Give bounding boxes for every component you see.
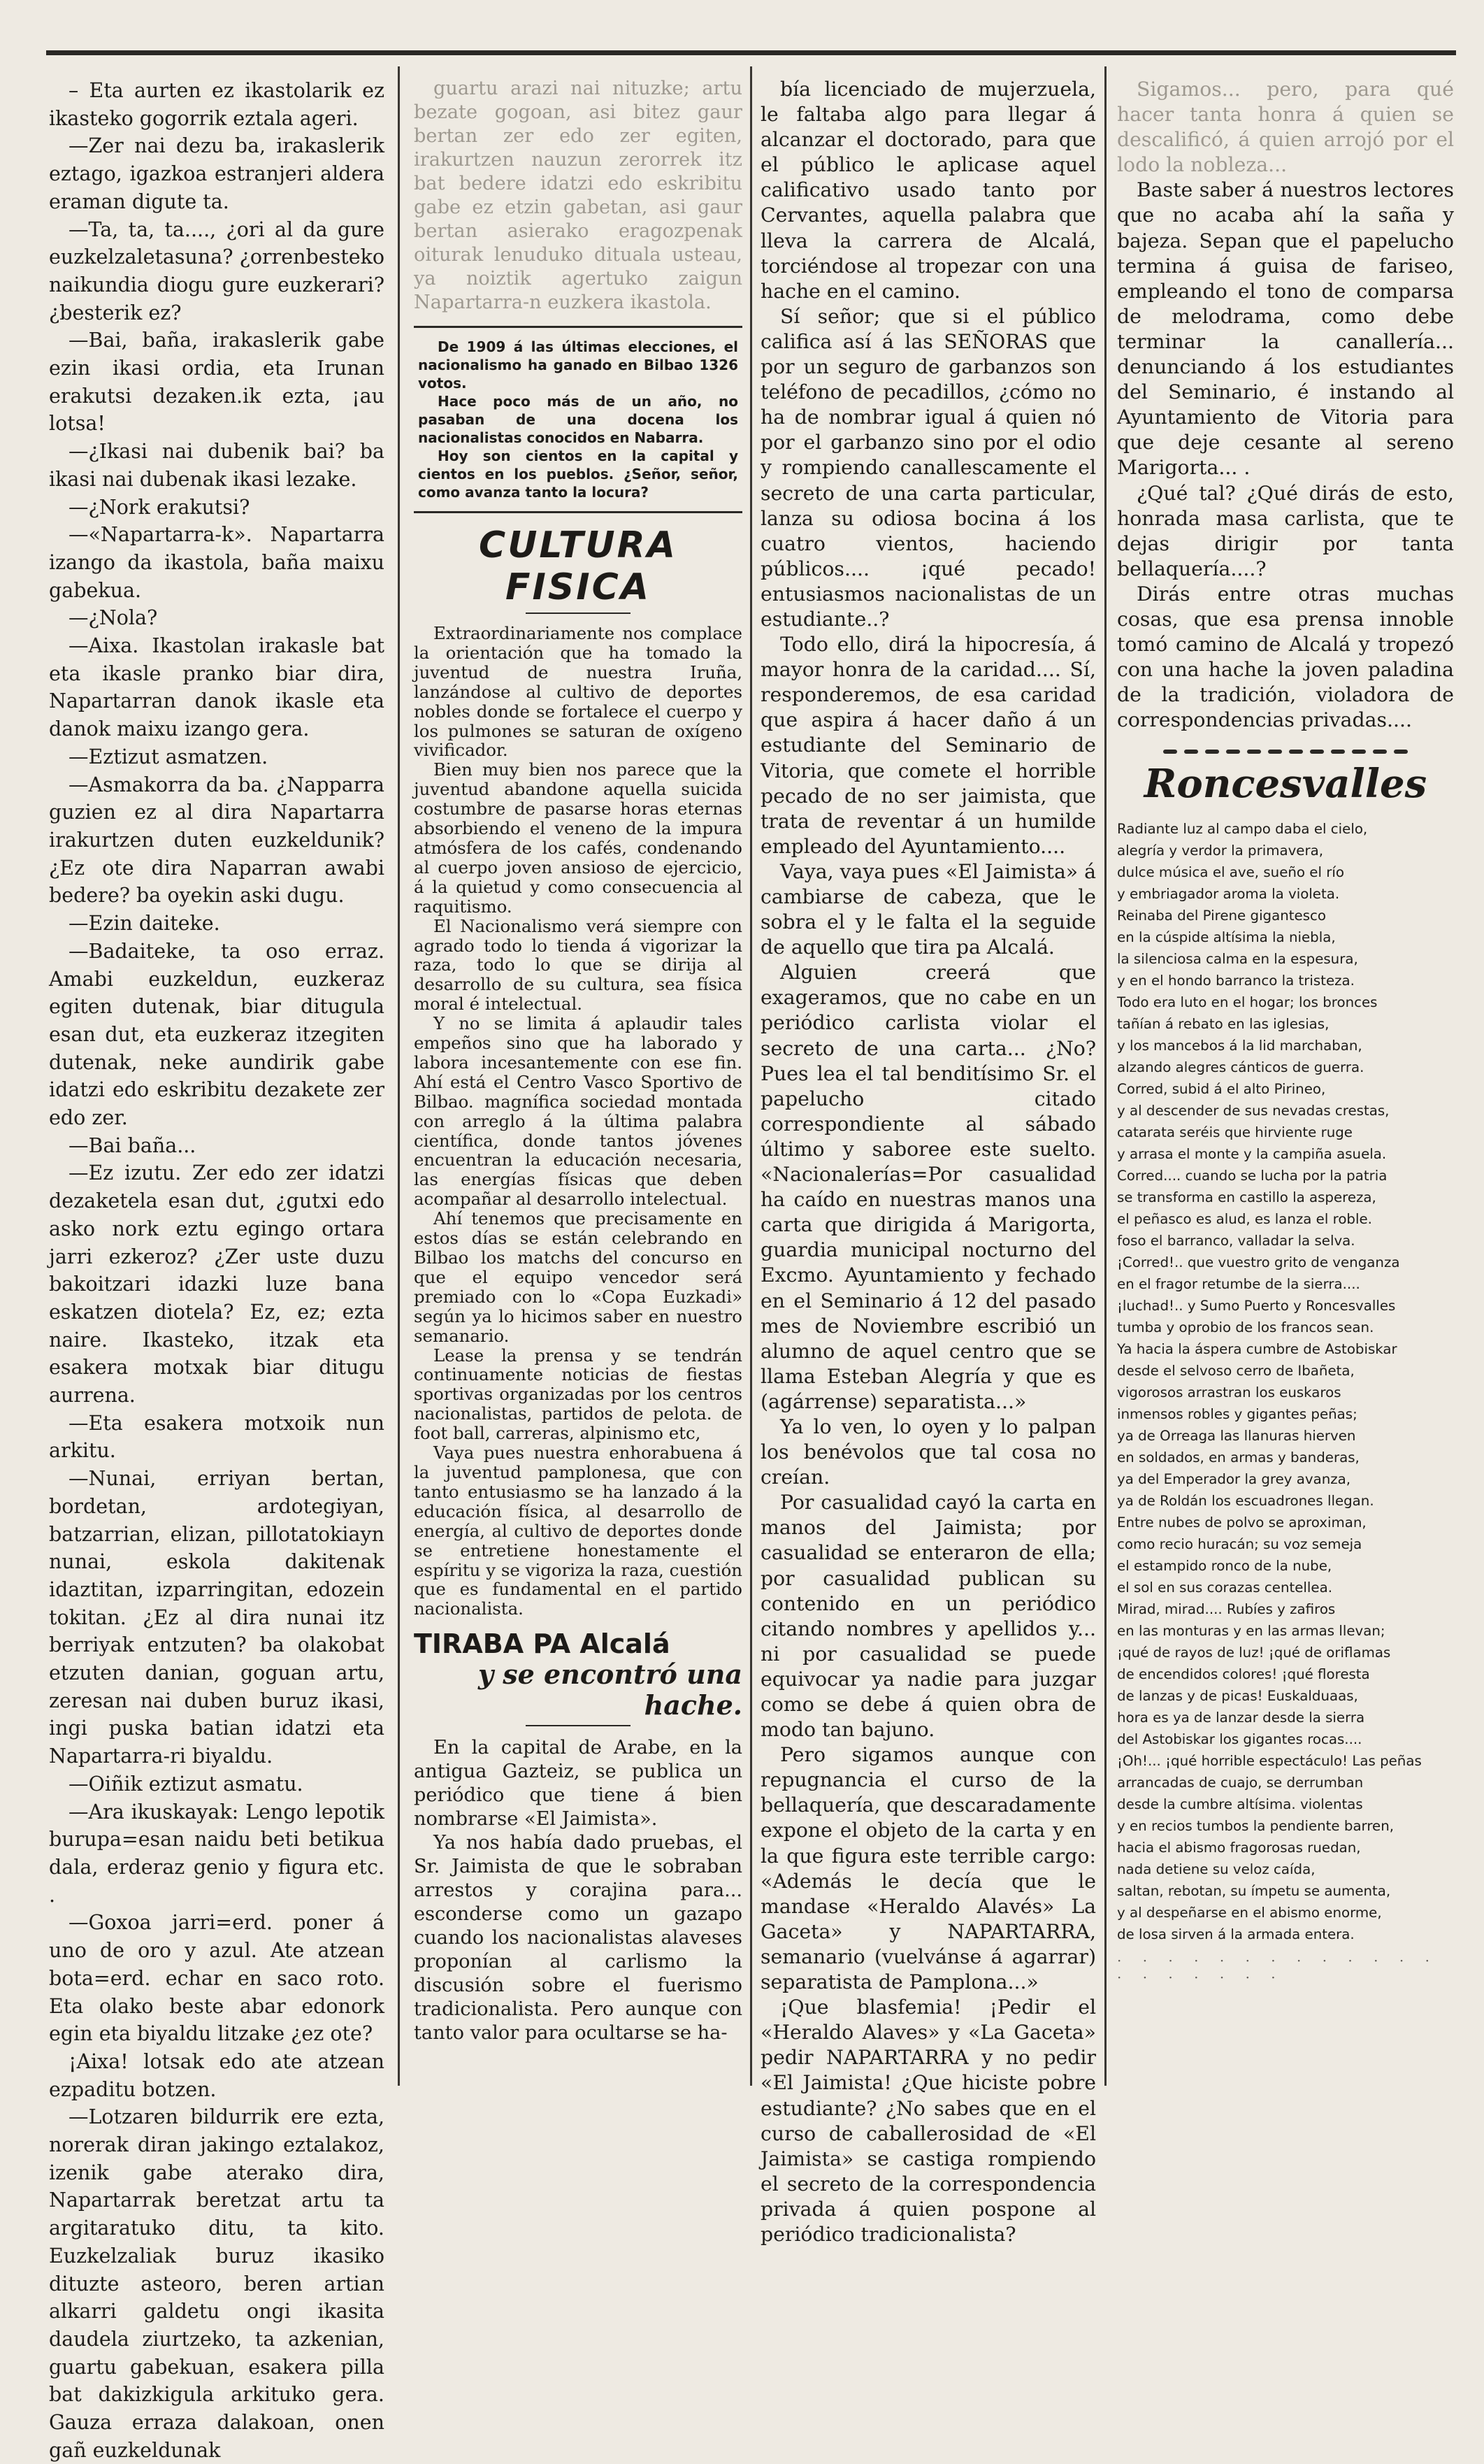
paragraph: Vaya, vaya pues «El Jaimista» á cambiarse de cabeza, que le sobra el y le falta el la seguide de aquello que tira pa Alcalá.: [761, 859, 1096, 959]
poem-line: alzando alegres cánticos de guerra.: [1117, 1059, 1364, 1076]
paragraph: ¿Qué tal? ¿Qué dirás de esto, honrada masa carlista, que te dejas dirigir por tanta bellaquería....?: [1117, 481, 1454, 580]
paragraph: —Bai, baña, irakaslerik gabe ezin ikasi ordia, eta Irunan erakutsi dezaken.ik ezta, ¡au lotsa!: [49, 329, 384, 436]
notice-box: [414, 326, 742, 513]
cultura-fisica-title: CULTURA FISICA: [479, 524, 677, 608]
poem-line: inmensos robles y gigantes peñas;: [1117, 1406, 1357, 1423]
poem-line: hacia el abismo fragorosas ruedan,: [1117, 1840, 1361, 1856]
paragraph: —Eztizut asmatzen.: [69, 745, 268, 768]
paragraph: —Nunai, erriyan bertan, bordetan, ardotegiyan, batzarrian, elizan, pillotatokiayn nunai, eskola dakitenak idaztitan, izparringitan, edozein tokitan. ¿Ez al dira nunai itz berriyak entzuten? ba olakobat etzuten danian, goguan artu, zeresan nai duben buruz ikasi, ingi puska batian idatzi eta Napartarra-ri biyaldu.: [49, 1467, 384, 1768]
poem-line: dulce música el ave, sueño el río: [1117, 864, 1344, 881]
column-divider: [398, 66, 400, 2086]
paragraph: Alguien creerá que exageramos, que no cabe en un periódico carlista violar el secreto de una carta... ¿No? Pues lea el tal benditísimo Sr. el papelucho citado correspondiente al sábado último y saboree este suelto. «Nacionalerías=Por casualidad ha caído en nuestras manos una carta que dirigida á Marigorta, guardia municipal nocturno del Excmo. Ayuntamiento y fechado en el Seminario á 12 del pasado mes de Noviembre escribió un alumno de aquel centro que se llama Esteban Alegría y que es (agárrense) separatista...»: [761, 961, 1096, 1413]
poem-line: ¡luchad!.. y Sumo Puerto y Roncesvalles: [1117, 1298, 1396, 1315]
poem-line: en la cúspide altísima la niebla,: [1117, 929, 1336, 946]
poem-line: ya del Emperador la grey avanza,: [1117, 1471, 1351, 1488]
paragraph: —Aixa. Ikastolan irakasle bat eta ikasle pranko biar dira, Napartarran danok ikasle eta danok maixu izango gera.: [49, 634, 384, 741]
poem-line: hora es ya de lanzar desde la sierra: [1117, 1710, 1365, 1726]
poem-line: catarata seréis que hirviente ruge: [1117, 1124, 1353, 1141]
paragraph: —Ez izutu. Zer edo zer idatzi dezaketela esan dut, ¿gutxi edo asko nork eztu egingo ortara jarri ezkeroz? ¿Zer uste duzu bakoitzari idazki luze bana eskatzen diotela? Ez, ez; ezta naire. Ikasteko, itzak eta esakera motxak biar ditugu aurrena.: [49, 1161, 384, 1408]
paragraph: Por casualidad cayó la carta en manos del Jaimista; por casualidad se enteraron de ella; por casualidad publican su contenido en un periódico citando nombres y apellidos y... ni por casualidad se puede equivocar ya nadie para juzgar como se debe á quien obra de modo tan bajuno.: [761, 1491, 1096, 1742]
poem-line: Reinaba del Pirene gigantesco: [1117, 908, 1326, 924]
ornament-divider: [526, 1725, 631, 1726]
poem-line: Todo era luto en el hogar; los bronces: [1117, 994, 1378, 1011]
paragraph: Y no se limita á aplaudir tales empeños sino que ha laborado y labora incesantemente con ese fin. Ahí está el Centro Vasco Sportivo de Bilbao. magnífica sociedad montada con arreglo á la última palabra científica, donde tantos jóvenes encuentran la educación necesaria, las energías físicas que deben acompañar al desarrollo intelectual.: [414, 1013, 742, 1210]
column-4: [1117, 77, 1454, 2086]
ornament-divider: [526, 613, 631, 614]
poem-line: Radiante luz al campo daba el cielo,: [1117, 821, 1368, 838]
column-divider: [750, 66, 752, 2086]
poem-line: de losa sirven á la armada entera.: [1117, 1926, 1355, 1943]
poem-line: nada detiene su veloz caída,: [1117, 1861, 1316, 1878]
poem-line: se transforma en castillo la aspereza,: [1117, 1189, 1376, 1206]
paragraph: Ya lo ven, lo oyen y lo palpan los benévolos que tal cosa no creían.: [761, 1414, 1096, 1489]
poem-line: saltan, rebotan, su ímpetu se aumenta,: [1117, 1883, 1391, 1900]
paragraph: —Eta esakera motxoik nun arkitu.: [49, 1411, 384, 1463]
paragraph: Pero sigamos aunque con repugnancia el curso de la bellaquería, que descaradamente expone el objeto de la carta y en la que figura este terrible cargo: «Además le decía que le mandase «Heraldo Alavés» La Gaceta» y NAPARTARRA, semanario (vuelvánse á agarrar) separatista de Pamplona...»: [761, 1743, 1096, 1994]
poem-line: y embriagador aroma la violeta.: [1117, 886, 1340, 903]
paragraph: —Goxoa jarri=erd. poner á uno de oro y azul. Ate atzean bota=erd. echar en saco roto. Eta olako beste abar edonork egin eta biyaldu litzake ¿ez ote?: [49, 1911, 384, 2046]
poem-line: el estampido ronco de la nube,: [1117, 1558, 1332, 1575]
paragraph: Sigamos... pero, para qué hacer tanta honra á quien se descalificó, á quien arrojó por el lodo la nobleza...: [1117, 78, 1454, 177]
column-3-tiraba-continued: [761, 77, 1096, 2246]
column-1-basque-dialogue: [49, 77, 384, 2462]
tiraba-title: [414, 1628, 742, 1721]
paragraph: —Badaiteke, ta oso erraz. Amabi euzkeldun, euzkeraz egiten dutenak, biar ditugula esan dut, eta euzkeraz itzegiten dutenak, neke aundirik gabe idatzi edo eskribitu dezakete zer edo zer.: [49, 939, 384, 1130]
cultura-fisica-article: [414, 624, 742, 1619]
column-2: [414, 77, 742, 2086]
poem-line: y en recios tumbos la pendiente barren,: [1117, 1818, 1395, 1835]
poem-line: Entre nubes de polvo se aproximan,: [1117, 1514, 1367, 1531]
paragraph: En la capital de Arabe, en la antigua Gazteiz, se publica un periódico que tiene á bien nombrarse «El Jaimista».: [414, 1737, 742, 1831]
poem-line: como recio huracán; su voz semeja: [1117, 1536, 1362, 1553]
notice-line: Hace poco más de un año, no pasaban de una docena los nacionalistas conocidos en Nabarra.: [418, 393, 738, 446]
tiraba-subtitle: y se encontró una hache.: [477, 1659, 742, 1721]
poem-line: ya de Orreaga las llanuras hierven: [1117, 1428, 1356, 1445]
poem-line: y en el hondo barranco la tristeza.: [1117, 973, 1355, 989]
paragraph: Vaya pues nuestra enhorabuena á la juventud pamplonesa, que con tanto entusiasmo se ha lanzado á la educación física, al desarrollo de energía, al cultivo de deportes donde se entretiene honestamente el espíritu y se vigoriza la raza, cuestión que es fundamental en el partido nacionalista.: [414, 1442, 742, 1619]
poem-line: ya de Roldán los escuadrones llegan.: [1117, 1493, 1374, 1510]
paragraph: —¿Nola?: [69, 606, 158, 630]
paragraph: Baste saber á nuestros lectores que no acaba ahí la saña y bajeza. Sepan que el papelucho termina á guisa de fariseo, empleando el tono de comparsa de melodrama, como debe terminar la canallería... denunciando á los estudiantes del Seminario, é instando al Ayuntamiento de Vitoria para que deje cesante al sereno Marigorta... .: [1117, 178, 1454, 480]
ornament-row: [1117, 750, 1454, 754]
paragraph: Bien muy bien nos parece que la juventud abandone aquella suicida costumbre de pasarse horas eternas absorbiendo el veneno de la impura atmósfera de los cafés, condenando al cuerpo joven ansioso de ejercicio, á la quietud y como consecuencia al raquitismo.: [414, 759, 742, 917]
poem-line: foso el barranco, valladar la selva.: [1117, 1233, 1355, 1249]
paragraph: —¿Nork erakutsi?: [69, 495, 250, 519]
paragraph: El Nacionalismo verá siempre con agrado todo lo tienda á vigorizar la raza, todo lo que se dirija al desarrollo de su cultura, sea física moral é intelectual.: [414, 915, 742, 1015]
poem-line: desde el selvoso cerro de Ibañeta,: [1117, 1363, 1355, 1380]
poem-line: alegría y verdor la primavera,: [1117, 843, 1324, 859]
paragraph: Ya nos había dado pruebas, el Sr. Jaimista de que le sobraban arrestos y corajina para... esconderse como un gazapo cuando los nacionalistas alaveses proponían al carlismo la discusión sobre el fuerismo tradicionalista. Pero aunque con tanto valor para ocultarse se ha-: [414, 1832, 742, 2044]
paragraph: —Ta, ta, ta...., ¿ori al da gure euzkelzaletasuna? ¿orrenbesteko naikundia diogu gure euzkerari? ¿besterik ez?: [49, 217, 384, 324]
poem-line: en el fragor retumbe de la sierra....: [1117, 1276, 1360, 1293]
paragraph: —Bai baña...: [69, 1133, 196, 1157]
paragraph: —Ara ikuskayak: Lengo lepotik burupa=esan naidu beti betikua dala, erderaz genio y figura etc. .: [49, 1800, 384, 1907]
poem-line: el peñasco es alud, es lanza el roble.: [1117, 1211, 1372, 1228]
poem-line: Corred.... cuando se lucha por la patria: [1117, 1168, 1388, 1184]
roncesvalles-poem: [1117, 818, 1454, 1945]
paragraph: —Oiñik eztizut asmatu.: [69, 1772, 303, 1796]
poem-line: de lanzas y de picas! Euskalduaas,: [1117, 1688, 1358, 1705]
paragraph: ¡Aixa! lotsak edo ate atzean ezpaditu botzen.: [49, 2049, 384, 2101]
poem-line: arrancadas de cuajo, se derrumban: [1117, 1775, 1364, 1791]
paragraph: Sí señor; que si el público califica así á las SEÑORAS que por un seguro de garbanzos son teléfono de pecadillos, ¿cómo no ha de nombrar igual á quien nó por el garbanzo sino por el odio y rompiendo canallescamente el secreto de una carta particular, lanza su odiosa bocina á los cuatro vientos, haciendo públicos.... ¡qué pecado! entusiasmos nacionalistas de un estudiante..?: [761, 304, 1096, 631]
poem-line: y al descender de sus nevadas crestas,: [1117, 1103, 1390, 1119]
poem-line: Corred, subid á el alto Pirineo,: [1117, 1081, 1326, 1098]
col2-intro: guartu arazi nai nituzke; artu bezate gogoan, asi bitez gaur bertan zer edo zer egiten, irakurtzen nauzun zerorrek itz bat bedere idatzi edo eskribitu gabe ez etzin gabetan, asi gaur bertan asierako eragozpenak oiturak lenuduko dituala usteau, ya noiztik agertuko zaigun Napartarra-n euzkera ikastola.: [414, 78, 742, 313]
paragraph: – Eta aurten ez ikastolarik ez ikasteko gogorrik eztala ageri.: [49, 79, 384, 130]
paragraph: —Lotzaren bildurrik ere ezta, norerak diran jakingo eztalakoz, izenik gabe aterako dira, Napartarrak beretzat artu ta argitaratuko ditu, ta kito. Euzkelzaliak buruz ikasiko dituzte asteoro, beren artian alkarri galdetu ongi ikasita daudela ziurtzeko, ta azkenian, guartu gabekuan, esakera pilla bat dakizkigula arkituko gera. Gauza erraza dalakoan, onen gañ euzkeldunak: [49, 2105, 384, 2462]
poem-line: en las monturas y en las armas llevan;: [1117, 1623, 1385, 1640]
paragraph: ¡Que blasfemia! ¡Pedir el «Heraldo Alaves» y «La Gaceta» pedir NAPARTARRA y no pedir «El Jaimista! ¿Que hiciste pobre estudiante? ¿No sabes que en el curso de caballerosidad de «El Jaimista» se castiga rompiendo el secreto de la correspondencia privada á quien pospone al periódico tradicionalista?: [761, 1996, 1096, 2246]
tiraba-headline: TIRABA PA Alcalá: [414, 1628, 670, 1660]
roncesvalles-title: Roncesvalles: [1144, 761, 1427, 808]
paragraph: bía licenciado de mujerzuela, le faltaba algo para llegar á alcanzar el doctorado, para que el público le aplicase aquel calificativo usado tanto por Cervantes, aquella palabra que lleva la carrera de Alcalá, torciéndose al tropezar con una hache en el camino.: [761, 78, 1096, 303]
column-4-article: [1117, 77, 1454, 733]
paragraph: —«Napartarra-k». Napartarra izango da ikastola, baña maixu gabekua.: [49, 523, 384, 602]
ornament-dots: · · · · · · · · · · · · · · · · · · · ·: [1117, 1952, 1438, 1986]
poem-line: tañían á rebato en las iglesias,: [1117, 1016, 1330, 1033]
column-divider: [1104, 66, 1107, 2086]
poem-line: ¡Corred!.. que vuestro grito de venganza: [1117, 1254, 1400, 1271]
paragraph: Dirás entre otras muchas cosas, que esa prensa innoble tomó camino de Alcalá y tropezó con una hache la joven paladina de la tradición, violadora de correspondencias privadas....: [1117, 582, 1454, 732]
poem-line: vigorosos arrastran los euskaros: [1117, 1384, 1341, 1401]
notice-line: De 1909 á las últimas elecciones, el nacionalismo ha ganado en Bilbao 1326 votos.: [418, 338, 738, 392]
paragraph: —Asmakorra da ba. ¿Napparra guzien ez al dira Napartarra irakurtzen duten euzkeldunik? ¿Ez ote dira Naparran awabi bedere? ba oyekin aski dugu.: [49, 773, 384, 908]
top-rule: [46, 50, 1456, 55]
poem-line: la silenciosa calma en la espesura,: [1117, 951, 1358, 968]
poem-line: Ya hacia la áspera cumbre de Astobiskar: [1117, 1341, 1397, 1358]
poem-line: el sol en sus corazas centellea.: [1117, 1580, 1332, 1596]
paragraph: —¿Ikasi nai dubenik bai? ba ikasi nai dubenak ikasi lezake.: [49, 440, 384, 491]
paragraph: Extraordinariamente nos complace la orientación que ha tomado la juventud de nuestra Iruña, lanzándose al cultivo de deportes nobles donde se fortalece el cuerpo y los pulmones se saturan de oxígeno vivificador.: [414, 623, 742, 761]
poem-line: y los mancebos á la lid marchaban,: [1117, 1038, 1362, 1054]
paragraph: —Ezin daiteke.: [69, 912, 220, 936]
notice-line: Hoy son cientos en la capital y cientos en los pueblos. ¿Señor, señor, como avanza tanto la locura?: [418, 447, 738, 501]
paragraph: —Zer nai dezu ba, irakaslerik eztago, igazkoa estranjeri aldera eraman digute ta.: [49, 134, 384, 213]
paragraph: Ahí tenemos que precisamente en estos días se están celebrando en Bilbao los matchs del concurso en que el equipo vencedor será premiado con lo «Copa Euzkadi» según ya lo hicimos saber en nuestro semanario.: [414, 1208, 742, 1346]
poem-line: y arrasa el monte y la campiña asuela.: [1117, 1146, 1387, 1163]
paragraph: Lease la prensa y se tendrán continuamente noticias de fiestas sportivas organizadas por los centros nacionalistas, partidos de pelota. de foot ball, carreras, alpinismo etc,: [414, 1345, 742, 1444]
poem-line: tumba y oprobio de los francos sean.: [1117, 1319, 1374, 1336]
poem-line: y al despeñarse en el abismo enorme,: [1117, 1905, 1382, 1921]
poem-line: ¡Oh!... ¡qué horrible espectáculo! Las peñas: [1117, 1753, 1422, 1770]
poem-line: ¡qué de rayos de luz! ¡qué de oriflamas: [1117, 1645, 1391, 1661]
poem-line: Mirad, mirad.... Rubíes y zafiros: [1117, 1601, 1336, 1618]
tiraba-article: [414, 1736, 742, 2045]
poem-line: desde la cumbre altísima. violentas: [1117, 1796, 1363, 1813]
poem-line: en soldados, en armas y banderas,: [1117, 1449, 1360, 1466]
poem-line: del Astobiskar los gigantes rocas....: [1117, 1731, 1362, 1748]
paragraph: Todo ello, dirá la hipocresía, á mayor honra de la caridad.... Sí, responderemos, de esa caridad que aspira á hacer daño á un estudiante del Seminario de Vitoria, que comete el horrible pecado de no ser jaimista, que trata de reventar á un humilde empleado del Ayuntamiento....: [761, 633, 1096, 858]
poem-line: de encendidos colores! ¡qué floresta: [1117, 1666, 1370, 1683]
